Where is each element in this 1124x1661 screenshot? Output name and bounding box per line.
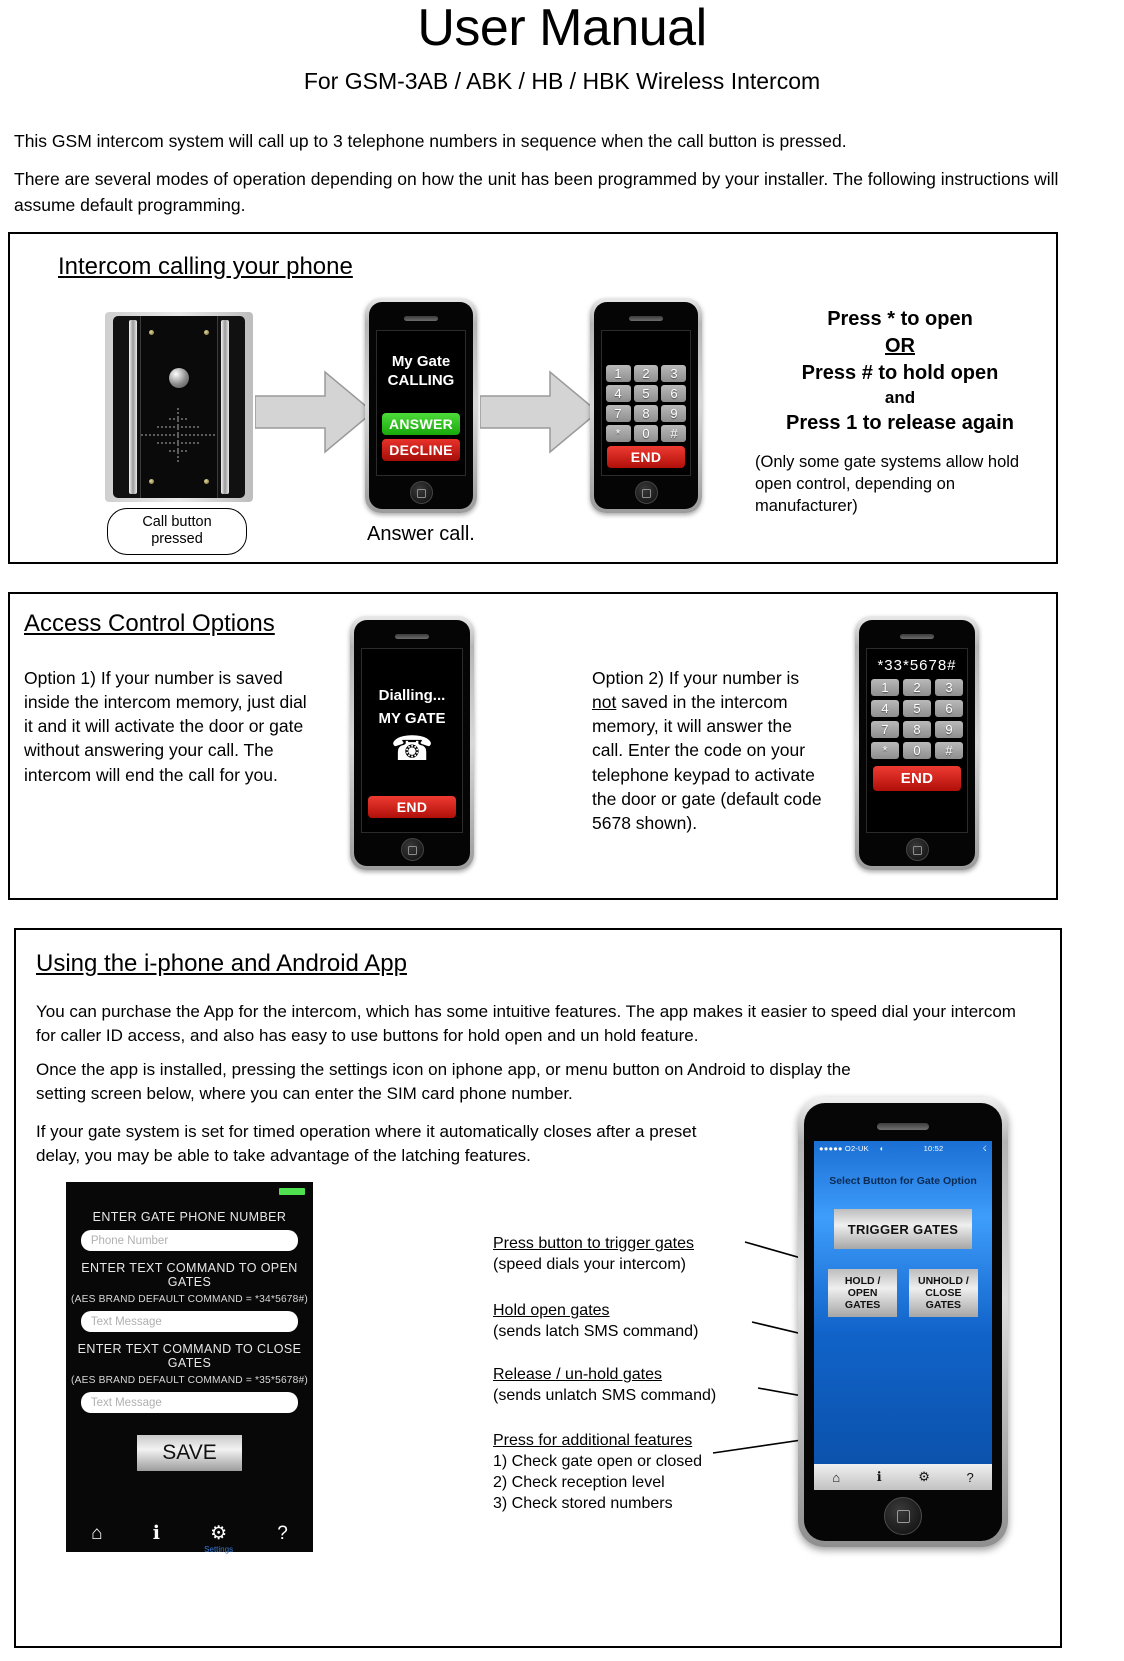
incoming-caller-label: My Gate CALLING bbox=[387, 353, 455, 389]
hold-open-gates-button[interactable]: HOLD / OPEN GATES bbox=[828, 1269, 897, 1317]
earpiece-speaker bbox=[900, 634, 934, 639]
info-icon[interactable]: ℹ bbox=[152, 1522, 160, 1544]
app-paragraph-3: If your gate system is set for timed operation where it automatically closes after a preset delay, you may be able to take advantage of the latching features. bbox=[36, 1122, 697, 1165]
hint-open-command: (AES BRAND DEFAULT COMMAND = *34*5678#) bbox=[71, 1294, 308, 1305]
phone-screen-incoming bbox=[376, 330, 466, 476]
settings-caption: Settings bbox=[204, 1544, 234, 1554]
intro-paragraph-1: This GSM intercom system will call up to 3 telephone numbers in sequence when the call button is pressed. bbox=[14, 131, 847, 151]
dialpad-key-5[interactable]: 5 bbox=[634, 385, 659, 402]
app-home-screen bbox=[814, 1141, 992, 1490]
annotation-additional-features bbox=[493, 1430, 702, 1514]
dialpad-key-3[interactable]: 3 bbox=[661, 365, 686, 382]
label-gate-phone-number: ENTER GATE PHONE NUMBER bbox=[92, 1210, 287, 1224]
dialpad-key-hash[interactable]: # bbox=[661, 425, 686, 442]
dialpad-key-8[interactable]: 8 bbox=[903, 721, 931, 738]
decline-button[interactable]: DECLINE bbox=[382, 439, 459, 461]
annotation-feature-2: 2) Check reception level bbox=[493, 1474, 665, 1492]
annotation-release-title: Release / un-hold gates bbox=[493, 1366, 662, 1383]
instruction-line-3: Press # to hold open bbox=[801, 362, 999, 384]
end-call-button[interactable]: END bbox=[607, 446, 684, 468]
dialpad-key-9[interactable]: 9 bbox=[661, 405, 686, 422]
app-home-navbar bbox=[814, 1464, 992, 1490]
trigger-gates-button[interactable]: TRIGGER GATES bbox=[834, 1209, 973, 1249]
annotation-hold-open bbox=[493, 1300, 698, 1342]
dialpad-key-4[interactable]: 4 bbox=[606, 385, 631, 402]
answer-call-caption: Answer call. bbox=[367, 523, 475, 545]
gate-control-instructions bbox=[755, 306, 1045, 518]
phone-in-call-keypad bbox=[590, 298, 702, 513]
dialpad-key-1[interactable]: 1 bbox=[871, 679, 899, 696]
earpiece-speaker bbox=[629, 316, 663, 321]
instruction-line-4: and bbox=[884, 388, 916, 407]
dialpad-key-8[interactable]: 8 bbox=[634, 405, 659, 422]
dialling-caller-label: MY GATE bbox=[378, 709, 446, 727]
annotation-hold-title: Hold open gates bbox=[493, 1302, 610, 1319]
dialpad-key-1[interactable]: 1 bbox=[606, 365, 631, 382]
open-command-input[interactable]: Text Message bbox=[81, 1311, 298, 1332]
dialpad-key-0[interactable]: 0 bbox=[903, 742, 931, 759]
dialpad[interactable] bbox=[871, 679, 963, 759]
option-2-text-b: saved in the intercom memory, it will answer the call. Enter the code on your telephone keypad to activate the door or gate (default code 5678 shown). bbox=[592, 692, 822, 833]
label-close-command: ENTER TEXT COMMAND TO CLOSE GATES bbox=[77, 1342, 302, 1370]
hold-open-note: (Only some gate systems allow hold open control, depending on manufacturer) bbox=[755, 452, 1020, 516]
wifi-icon: ◐ bbox=[879, 1143, 885, 1153]
phone-incoming-call bbox=[365, 298, 477, 513]
home-button[interactable] bbox=[401, 838, 424, 861]
annotation-trigger-sub: (speed dials your intercom) bbox=[493, 1256, 686, 1274]
app-screen-title: Select Button for Gate Option bbox=[829, 1175, 977, 1187]
app-settings-screen bbox=[66, 1182, 313, 1552]
dialpad-key-2[interactable]: 2 bbox=[903, 679, 931, 696]
save-button[interactable]: SAVE bbox=[137, 1435, 242, 1471]
end-call-button[interactable]: END bbox=[873, 766, 961, 791]
dialpad-key-5[interactable]: 5 bbox=[903, 700, 931, 717]
section-intercom-calling bbox=[8, 232, 1058, 564]
home-icon[interactable]: ⌂ bbox=[832, 1469, 841, 1485]
gear-icon[interactable]: ⚙ Settings bbox=[204, 1522, 234, 1554]
page-title: User Manual bbox=[417, 0, 707, 57]
phone-screen-keypad bbox=[601, 330, 691, 476]
instruction-line-5: Press 1 to release again bbox=[786, 411, 1014, 434]
dialpad-key-4[interactable]: 4 bbox=[871, 700, 899, 717]
flow-arrow-1 bbox=[255, 366, 375, 458]
call-button-callout: Call button pressed bbox=[107, 508, 247, 555]
label-open-command: ENTER TEXT COMMAND TO OPEN GATES bbox=[81, 1261, 298, 1289]
phone-app-home bbox=[798, 1097, 1008, 1547]
section-access-control bbox=[8, 592, 1058, 900]
phone-code-entry bbox=[855, 616, 979, 870]
phone-screen-code bbox=[866, 648, 968, 833]
annotation-trigger-title: Press button to trigger gates bbox=[493, 1235, 694, 1252]
page-subtitle: For GSM-3AB / ABK / HB / HBK Wireless Intercom bbox=[303, 68, 821, 94]
dialpad-key-7[interactable]: 7 bbox=[606, 405, 631, 422]
info-icon[interactable]: ℹ bbox=[876, 1469, 882, 1484]
intercom-speaker-grill bbox=[141, 408, 217, 464]
dialpad-key-6[interactable]: 6 bbox=[935, 700, 963, 717]
section-app-heading: Using the i-phone and Android App bbox=[36, 950, 407, 977]
phone-number-input[interactable]: Phone Number bbox=[81, 1230, 298, 1251]
option-1-text: Option 1) If your number is saved inside the intercom memory, just dial it and it will activate the door or gate without answering your call. The intercom will end the call for you. bbox=[24, 668, 307, 785]
annotation-features-title: Press for additional features bbox=[493, 1432, 693, 1449]
annotation-feature-3: 3) Check stored numbers bbox=[493, 1495, 673, 1513]
instruction-line-1: Press * to open bbox=[827, 308, 973, 330]
phone-dialling bbox=[350, 616, 474, 870]
help-icon[interactable]: ? bbox=[277, 1522, 288, 1544]
status-bar bbox=[814, 1141, 992, 1155]
annotation-feature-1: 1) Check gate open or closed bbox=[493, 1453, 703, 1471]
dialpad-key-2[interactable]: 2 bbox=[634, 365, 659, 382]
intro-block bbox=[14, 129, 1110, 218]
option-2-text-a: Option 2) If your number is bbox=[592, 668, 800, 688]
section-access-heading: Access Control Options bbox=[24, 610, 275, 637]
annotation-release-sub: (sends unlatch SMS command) bbox=[493, 1387, 717, 1405]
help-icon[interactable]: ? bbox=[966, 1469, 974, 1485]
home-button[interactable] bbox=[906, 838, 929, 861]
earpiece-speaker bbox=[404, 316, 438, 321]
dialpad-key-6[interactable]: 6 bbox=[661, 385, 686, 402]
phone-screen-dialling bbox=[361, 648, 463, 833]
flow-arrow-2 bbox=[480, 366, 600, 458]
app-paragraph-2: Once the app is installed, pressing the settings icon on iphone app, or menu button on Android to display the setting screen below, where you can enter the SIM card phone number. bbox=[36, 1060, 851, 1103]
bluetooth-icon: ☇ bbox=[982, 1143, 987, 1153]
dialpad-key-hash[interactable]: # bbox=[935, 742, 963, 759]
home-button[interactable] bbox=[884, 1497, 922, 1535]
option-2-emphasis: not bbox=[592, 692, 617, 713]
end-call-button[interactable]: END bbox=[368, 796, 456, 818]
app-settings-navbar bbox=[66, 1514, 313, 1552]
home-button[interactable] bbox=[410, 481, 433, 504]
dialpad-key-star[interactable]: * bbox=[606, 425, 631, 442]
earpiece-speaker bbox=[395, 634, 429, 639]
close-command-input[interactable]: Text Message bbox=[81, 1392, 298, 1413]
intercom-call-button[interactable] bbox=[169, 368, 189, 388]
dialpad[interactable] bbox=[606, 365, 687, 442]
annotation-hold-sub: (sends latch SMS command) bbox=[493, 1323, 699, 1341]
dialpad-key-star[interactable]: * bbox=[871, 742, 899, 759]
section-app bbox=[14, 928, 1062, 1648]
phone-handset-icon: ☎ bbox=[390, 730, 434, 769]
dialpad-key-3[interactable]: 3 bbox=[935, 679, 963, 696]
dialpad-key-7[interactable]: 7 bbox=[871, 721, 899, 738]
battery-icon bbox=[279, 1188, 305, 1195]
option-2-text bbox=[592, 666, 827, 835]
dialed-code-display: *33*5678# bbox=[877, 657, 957, 674]
intro-paragraph-2: There are several modes of operation depending on how the unit has been programmed by your installer. The following instructions will assume default programming. bbox=[14, 169, 1059, 215]
annotation-trigger-gates bbox=[493, 1233, 694, 1275]
dialpad-key-0[interactable]: 0 bbox=[634, 425, 659, 442]
home-button[interactable] bbox=[635, 481, 658, 504]
home-icon[interactable]: ⌂ bbox=[91, 1522, 103, 1544]
annotation-release bbox=[493, 1364, 716, 1406]
dialling-state-label: Dialling... bbox=[378, 686, 446, 704]
instruction-line-2: OR bbox=[885, 335, 915, 357]
dialpad-key-9[interactable]: 9 bbox=[935, 721, 963, 738]
intercom-unit-photo bbox=[105, 312, 253, 502]
unhold-close-gates-button[interactable]: UNHOLD / CLOSE GATES bbox=[909, 1269, 978, 1317]
earpiece-speaker bbox=[877, 1123, 929, 1130]
hint-close-command: (AES BRAND DEFAULT COMMAND = *35*5678#) bbox=[71, 1375, 308, 1386]
gear-icon[interactable]: ⚙ bbox=[918, 1469, 930, 1484]
app-paragraph-1: You can purchase the App for the intercom, which has some intuitive features. The app makes it easier to speed dial your intercom for caller ID access, and also has easy to use buttons for hold open and un hold feature. bbox=[36, 1002, 1016, 1045]
status-time: 10:52 bbox=[923, 1143, 944, 1153]
carrier-label: ●●●●● O2-UK bbox=[819, 1143, 869, 1153]
answer-button[interactable]: ANSWER bbox=[382, 413, 459, 435]
section-intercom-heading: Intercom calling your phone bbox=[58, 253, 353, 280]
